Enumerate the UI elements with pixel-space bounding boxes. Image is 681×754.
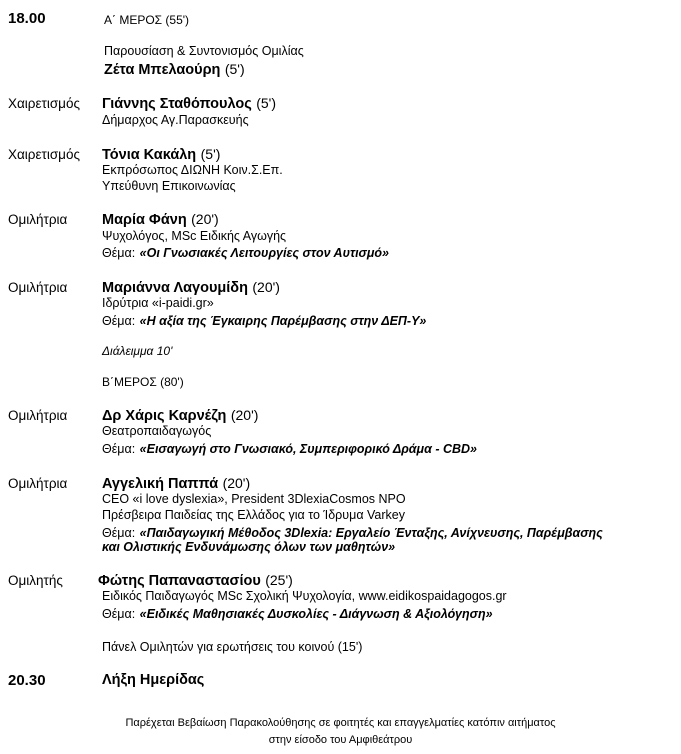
end-time: 20.30 [8,672,46,689]
moderator [104,61,245,79]
speaker5-duration: (25') [265,572,293,588]
speaker5-topic-line [102,605,493,623]
speaker2-line1: Ιδρύτρια «i-paidi.gr» [102,296,214,310]
speaker1-name: Μαρία Φάνη [102,212,187,228]
speaker1-topic-line [102,244,389,262]
closing-label: Λήξη Ημερίδας [102,672,205,688]
speaker3-topic-label: Θέμα: [102,442,136,456]
moderator-name: Ζέτα Μπελαούρη [104,62,221,78]
greeting1-role: Χαιρετισμός [8,96,80,111]
speaker1-duration: (20') [191,211,219,227]
speaker4-topic-label: Θέμα: [102,526,136,540]
speaker5-topic: «Ειδικές Μαθησιακές Δυσκολίες - Διάγνωση & Αξιολόγηση» [139,607,493,621]
speaker3-topic-line [102,440,477,458]
greeting2-role: Χαιρετισμός [8,147,80,162]
speaker3-name: Δρ Χάρις Καρνέζη [102,408,227,424]
speaker2-duration: (20') [252,279,280,295]
speaker4-role: Ομιλήτρια [8,476,68,491]
greeting2-name: Τόνια Κακάλη [102,147,197,163]
footer-line1: Παρέχεται Βεβαίωση Παρακολούθησης σε φοιτητές και επαγγελματίες κατόπιν αιτήματος [125,717,556,729]
part-b-label: Β΄ΜΕΡΟΣ (80') [102,375,184,389]
speaker4-topic-cont: και Ολιστικής Ενδυνάμωσης όλων των μαθητών» [102,540,396,554]
speaker4-topic: «Παιδαγωγική Μέθοδος 3Dlexia: Εργαλείο Ένταξης, Ανίχνευσης, Παρέμβασης [139,526,603,540]
speaker2-topic-line [102,312,426,330]
speaker2-topic-label: Θέμα: [102,314,136,328]
speaker2-role: Ομιλήτρια [8,280,68,295]
part-a-label: Α΄ ΜΕΡΟΣ (55') [104,13,190,27]
speaker1-topic-label: Θέμα: [102,246,136,260]
speaker3-role: Ομιλήτρια [8,408,68,423]
speaker4-line1: CEO «i love dyslexia», President 3DlexiaCosmos NPO [102,492,406,506]
moderation-label: Παρουσίαση & Συντονισμός Ομιλίας [104,44,304,58]
speaker4-speaker [102,475,250,493]
speaker1-topic: «Οι Γνωσιακές Λειτουργίες στον Αυτισμό» [139,246,389,260]
speaker5-speaker [98,572,293,590]
greeting1-duration: (5') [256,95,277,111]
greeting1-title: Δήμαρχος Αγ.Παρασκευής [102,113,249,127]
greeting2-line1: Εκπρόσωπος ΔΙΩΝΗ Κοιν.Σ.Επ. [102,163,283,177]
speaker1-speaker [102,211,219,229]
greeting1-speaker [102,95,276,113]
greeting2-speaker [102,146,220,164]
speaker3-duration: (20') [230,407,259,423]
speaker2-speaker [102,279,280,297]
speaker5-role: Ομιλητής [8,573,63,588]
panel-label: Πάνελ Ομιλητών για ερωτήσεις του κοινού (15') [102,640,363,654]
speaker3-speaker [102,407,258,425]
moderator-duration: (5') [224,61,245,77]
greeting2-line2: Υπεύθυνη Επικοινωνίας [102,179,236,193]
greeting2-duration: (5') [200,146,221,162]
speaker3-topic: «Εισαγωγή στο Γνωσιακό, Συμπεριφορικό Δράμα - CBD» [139,442,477,456]
speaker3-line1: Θεατροπαιδαγωγός [102,424,212,438]
speaker4-name: Αγγελική Παππά [102,476,219,492]
speaker2-topic: «Η αξία της Έγκαιρης Παρέμβασης στην ΔΕΠ-Υ» [139,314,427,328]
speaker5-name: Φώτης Παπαναστασίου [98,573,261,589]
greeting1-name: Γιάννης Σταθόπουλος [102,96,252,112]
speaker5-topic-label: Θέμα: [102,607,136,621]
break-label: Διάλειμμα 10' [102,344,173,358]
start-time: 18.00 [8,10,46,27]
speaker5-line1: Ειδικός Παιδαγωγός MSc Σχολική Ψυχολογία, www.eidikospaidagogos.gr [102,589,507,603]
speaker2-name: Μαριάννα Λαγουμίδη [102,280,248,296]
speaker1-role: Ομιλήτρια [8,212,68,227]
speaker4-line2: Πρέσβειρα Παιδείας της Ελλάδος για το Ίδρυμα Varkey [102,508,405,522]
speaker4-duration: (20') [222,475,251,491]
speaker1-line1: Ψυχολόγος, MSc Ειδικής Αγωγής [102,229,287,243]
footer-line2: στην είσοδο του Αμφιθεάτρου [268,734,413,746]
